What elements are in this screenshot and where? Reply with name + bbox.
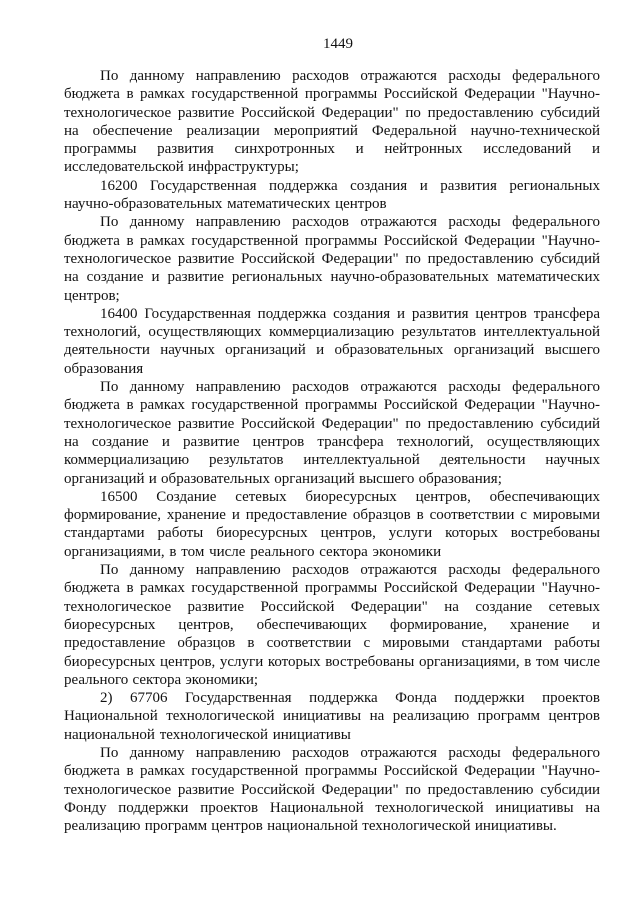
paragraph-1: По данному направлению расходов отражаются расходы федерального бюджета в рамках государственной программы Российской Федерации "Научно-технологическое развитие Российской Федерации" по предоставлению субсидий на обеспечение реализации мероприятий Федеральной научно-технической программы развития синхротронных и нейтронных исследований и исследовательской инфраструктуры;: [64, 68, 600, 176]
section-heading-16400: 16400 Государственная поддержка создания и развития центров трансфера технологий, осуществляющих коммерциализацию результатов интеллектуальной деятельности научных организаций и образовательных организаций высшего образования: [64, 305, 600, 377]
paragraph-2: По данному направлению расходов отражаются расходы федерального бюджета в рамках государственной программы Российской Федерации "Научно-технологическое развитие Российской Федерации" по предоставлению субсидий на создание и развитие региональных научно-образовательных математических центров;: [64, 214, 600, 304]
paragraph-4: По данному направлению расходов отражаются расходы федерального бюджета в рамках государственной программы Российской Федерации "Научно-технологическое развитие Российской Федерации" на создание сетевых биоресурсных центров, обеспечивающих формирование, хранение и предоставление образцов в соответствии с мировыми стандартами работы биоресурсных центров, услуги которых востребованы организациями, в том числе реального сектора экономики;: [64, 562, 600, 688]
paragraph-3: По данному направлению расходов отражаются расходы федерального бюджета в рамках государственной программы Российской Федерации "Научно-технологическое развитие Российской Федерации" по предоставлению субсидий на создание и развитие центров трансфера технологий, осуществляющих коммерциализацию результатов интеллектуальной деятельности научных организаций и образовательных организаций высшего образования;: [64, 379, 600, 487]
section-heading-16500: 16500 Создание сетевых биоресурсных центров, обеспечивающих формирование, хранение и предоставление образцов в соответствии с мировыми стандартами работы биоресурсных центров, услуги которых востребованы организациями, в том числе реального сектора экономики: [64, 488, 600, 560]
paragraph-5: По данному направлению расходов отражаются расходы федерального бюджета в рамках государственной программы Российской Федерации "Научно-технологическое развитие Российской Федерации" по предоставлению субсидии Фонду поддержки проектов Национальной технологической инициативы на реализацию программ центров национальной технологической инициативы.: [64, 744, 600, 835]
page-number: 1449: [323, 36, 353, 52]
section-heading-16200: 16200 Государственная поддержка создания и развития региональных научно-образовательных математических центров: [64, 177, 600, 213]
document-body: [64, 67, 600, 835]
section-heading-67706: 2) 67706 Государственная поддержка Фонда поддержки проектов Национальной технологической инициативы на реализацию программ центров национальной технологической инициативы: [64, 690, 600, 743]
